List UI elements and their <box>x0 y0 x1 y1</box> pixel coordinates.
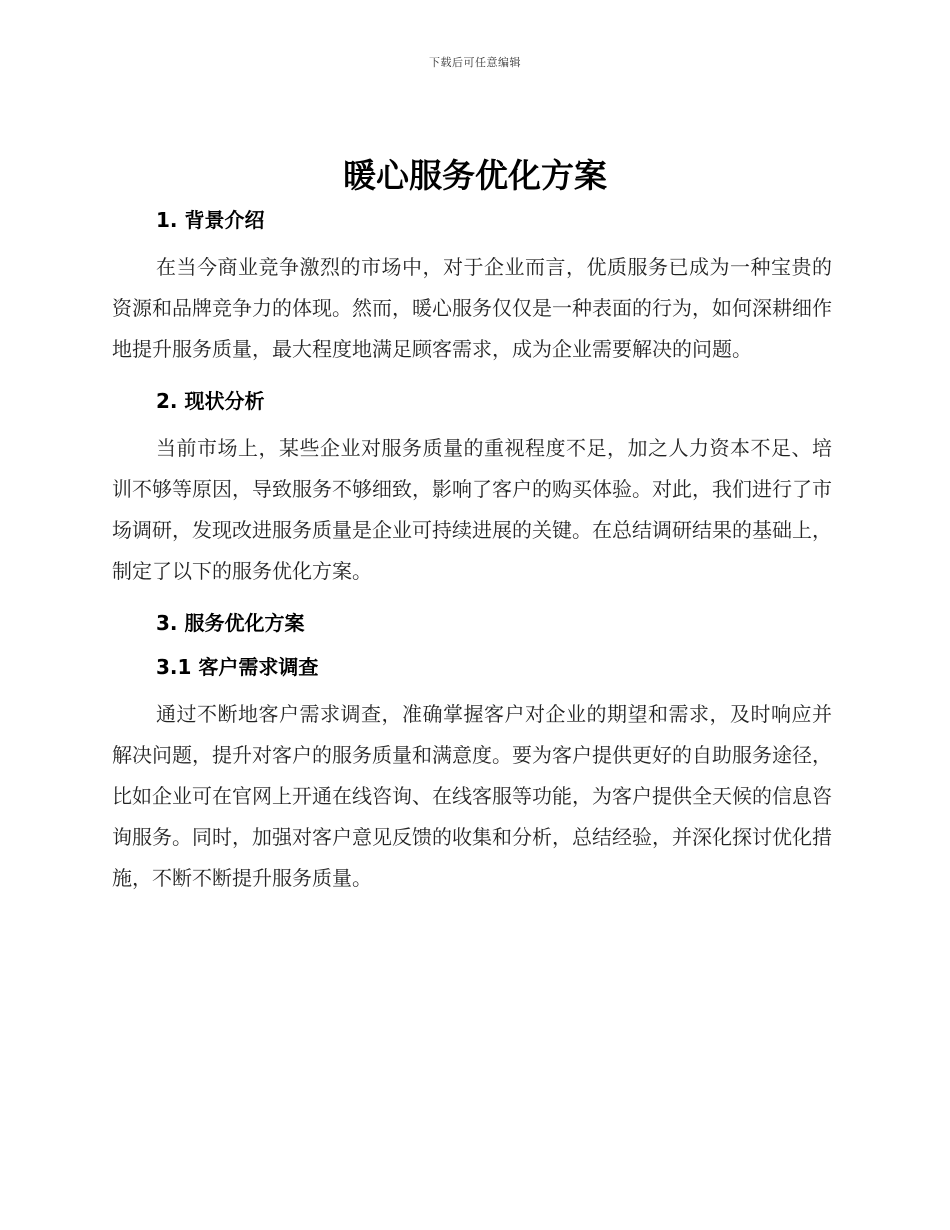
document-body <box>112 203 832 913</box>
section-paragraph-background: 在当今商业竞争激烈的市场中，对于企业而言，优质服务已成为一种宝贵的资源和品牌竞争力的体现。然而，暖心服务仅仅是一种表面的行为，如何深耕细作地提升服务质量，最大程度地满足顾客需求，成为企业需要解决的问题。 <box>112 255 832 361</box>
section-heading-optimization-plan: 3. 服务优化方案 <box>156 611 305 635</box>
section-heading-background: 1. 背景介绍 <box>156 208 265 232</box>
section-heading-status-analysis: 2. 现状分析 <box>156 389 265 413</box>
subsection-heading-customer-survey: 3.1 客户需求调查 <box>156 655 319 679</box>
section-paragraph-status-analysis: 当前市场上，某些企业对服务质量的重视程度不足，加之人力资本不足、培训不够等原因，导致服务不够细致，影响了客户的购买体验。对此，我们进行了市场调研，发现改进服务质量是企业可持续进展的关键。在总结调研结果的基础上，制定了以下的服务优化方案。 <box>112 436 832 583</box>
header-note: 下载后可任意编辑 <box>429 56 521 69</box>
document-title: 暖心服务优化方案 <box>343 156 607 195</box>
subsection-paragraph-customer-survey: 通过不断地客户需求调查，准确掌握客户对企业的期望和需求，及时响应并解决问题，提升对客户的服务质量和满意度。要为客户提供更好的自助服务途径，比如企业可在官网上开通在线咨询、在线客服等功能，为客户提供全天候的信息咨询服务。同时，加强对客户意见反馈的收集和分析，总结经验，并深化探讨优化措施，不断不断提升服务质量。 <box>112 702 832 890</box>
